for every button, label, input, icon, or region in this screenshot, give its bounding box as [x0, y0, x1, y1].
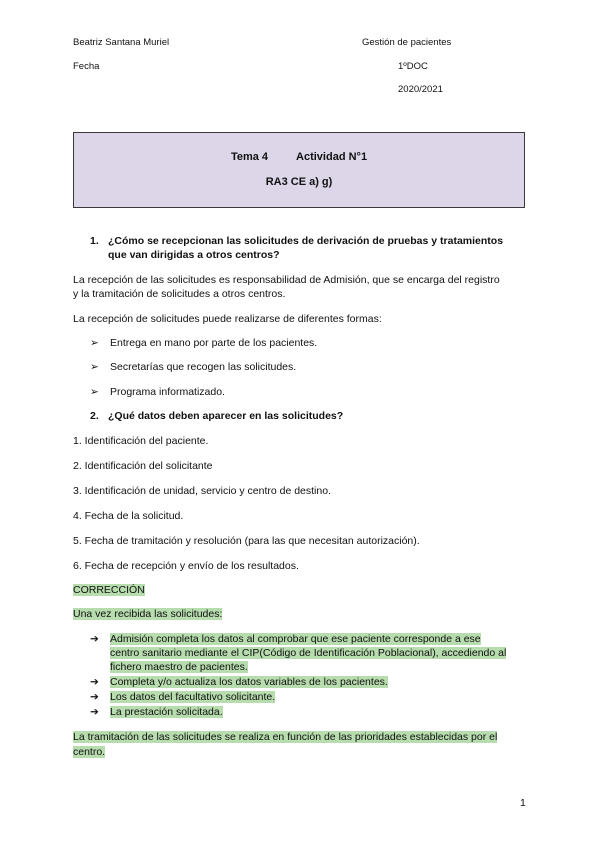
- bullet-item: ➢ Programa informatizado.: [90, 386, 225, 398]
- bullet-arrow-icon: ➢: [90, 361, 99, 373]
- question-2-text: ¿Qué datos deben aparecer en las solicitudes?: [108, 410, 344, 422]
- correction-final-line-1: La tramitación de las solicitudes se realiza en función de las prioridades establecidas por el: [73, 731, 498, 743]
- correction-item: ➔ Los datos del facultativo solicitante.: [90, 691, 276, 703]
- correction-item: ➔ Admisión completa los datos al comprobar que ese paciente corresponde a ese: [90, 633, 481, 645]
- bullet-item: ➢ Entrega en mano por parte de los pacientes.: [90, 337, 318, 349]
- numbered-item: 3. Identificación de unidad, servicio y centro de destino.: [73, 485, 331, 497]
- header-date-label: Fecha: [73, 61, 100, 72]
- question-1-line-2: que van dirigidas a otros centros?: [108, 249, 280, 261]
- paragraph-1-line-1: La recepción de las solicitudes es responsabilidad de Admisión, que se encarga del registro: [73, 274, 500, 286]
- arrow-right-icon: ➔: [90, 676, 99, 688]
- correction-item: ➔ Completa y/o actualiza los datos variables de los pacientes.: [90, 676, 388, 688]
- arrow-right-icon: ➔: [90, 691, 99, 703]
- title-ra: RA3 CE a) g): [265, 176, 333, 188]
- arrow-right-icon: ➔: [90, 706, 99, 718]
- numbered-item: 6. Fecha de recepción y envío de los resultados.: [73, 560, 299, 572]
- title-line-1: [74, 151, 524, 163]
- numbered-item: 5. Fecha de tramitación y resolución (para las que necesitan autorización).: [73, 535, 420, 547]
- bullet-arrow-icon: ➢: [90, 386, 99, 398]
- question-2-number: 2.: [90, 410, 99, 422]
- header-year: 2020/2021: [398, 84, 443, 95]
- correction-item-continuation: fichero maestro de pacientes.: [110, 661, 248, 673]
- title-box: [73, 132, 525, 208]
- paragraph-2: La recepción de solicitudes puede realizarse de diferentes formas:: [73, 313, 382, 325]
- correction-intro: Una vez recibida las solicitudes:: [73, 608, 223, 620]
- arrow-right-icon: ➔: [90, 633, 99, 645]
- numbered-item: 1. Identificación del paciente.: [73, 435, 209, 447]
- page-number: 1: [520, 797, 526, 809]
- header-author: Beatriz Santana Muriel: [73, 37, 170, 48]
- bullet-item: ➢ Secretarías que recogen las solicitudes.: [90, 361, 297, 373]
- title-tema: Tema 4: [230, 151, 269, 163]
- title-actividad: Actividad N°1: [296, 151, 368, 163]
- correction-label: CORRECCIÓN: [73, 584, 145, 596]
- paragraph-1-line-2: y la tramitación de solicitudes a otros centros.: [73, 288, 286, 300]
- header-course: 1ºDOC: [398, 61, 428, 72]
- question-1-line-1: ¿Cómo se recepcionan las solicitudes de derivación de pruebas y tratamientos: [108, 235, 504, 247]
- header-subject: Gestión de pacientes: [362, 37, 452, 48]
- correction-item-continuation: centro sanitario mediante el CIP(Código de Identificación Poblacional), accediendo al: [110, 647, 507, 659]
- correction-final-line-2: centro.: [73, 746, 106, 758]
- bullet-arrow-icon: ➢: [90, 337, 99, 349]
- correction-item: ➔ La prestación solicitada.: [90, 706, 223, 718]
- numbered-item: 4. Fecha de la solicitud.: [73, 510, 184, 522]
- question-1-number: 1.: [90, 235, 99, 247]
- numbered-item: 2. Identificación del solicitante: [73, 460, 213, 472]
